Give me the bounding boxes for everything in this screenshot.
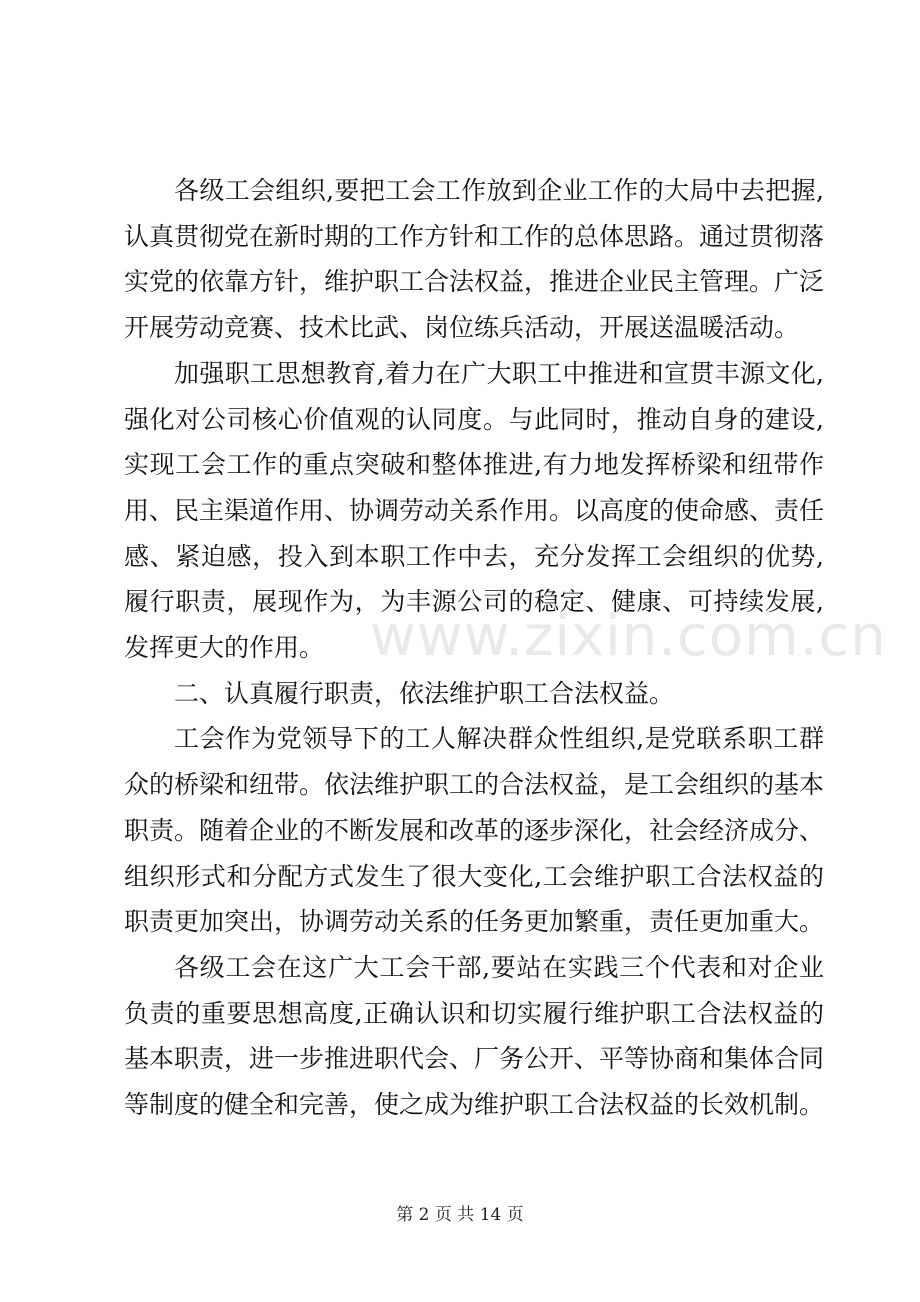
paragraph-1: 各级工会组织,要把工会工作放到企业工作的大局中去把握,认真贯彻党在新时期的工作方针和工作的总体思路。通过贯彻落实党的依靠方针，维护职工合法权益，推进企业民主管理。广泛开展劳动竞赛、技术比武、岗位练兵活动，开展送温暖活动。	[124, 176, 825, 343]
watermark: www.zixin.com.cn	[370, 604, 887, 669]
paragraph-5: 各级工会在这广大工会干部,要站在实践三个代表和对企业负责的重要思想高度,正确认识和切实履行维护职工合法权益的基本职责，进一步推进职代会、厂务公开、平等协商和集体合同等制度的健全和完善，使之成为维护职工合法权益的长效机制。	[124, 952, 825, 1120]
page-footer: 第 2 页 共 14 页	[396, 1205, 524, 1225]
paragraph-2: 加强职工思想教育,着力在广大职工中推进和宣贯丰源文化,强化对公司核心价值观的认同度。与此同时，推动自身的建设,实现工会工作的重点突破和整体推进,有力地发挥桥梁和纽带作用、民主渠道作用、协调劳动关系作用。以高度的使命感、责任感、紧迫感，投入到本职工作中去，充分发挥工会组织的优势,履行职责，展现作为，为丰源公司的稳定、健康、可持续发展,发挥更大的作用。	[124, 358, 825, 663]
paragraph-4: 工会作为党领导下的工人解决群众性组织,是党联系职工群众的桥梁和纽带。依法维护职工的合法权益，是工会组织的基本职责。随着企业的不断发展和改革的逐步深化，社会经济成分、组织形式和分配方式发生了很大变化,工会维护职工合法权益的职责更加突出，协调劳动关系的任务更加繁重，责任更加重大。	[124, 724, 825, 937]
document-body	[124, 168, 824, 1128]
paragraph-3-heading: 二、认真履行职责，依法维护职工合法权益。	[174, 678, 675, 708]
